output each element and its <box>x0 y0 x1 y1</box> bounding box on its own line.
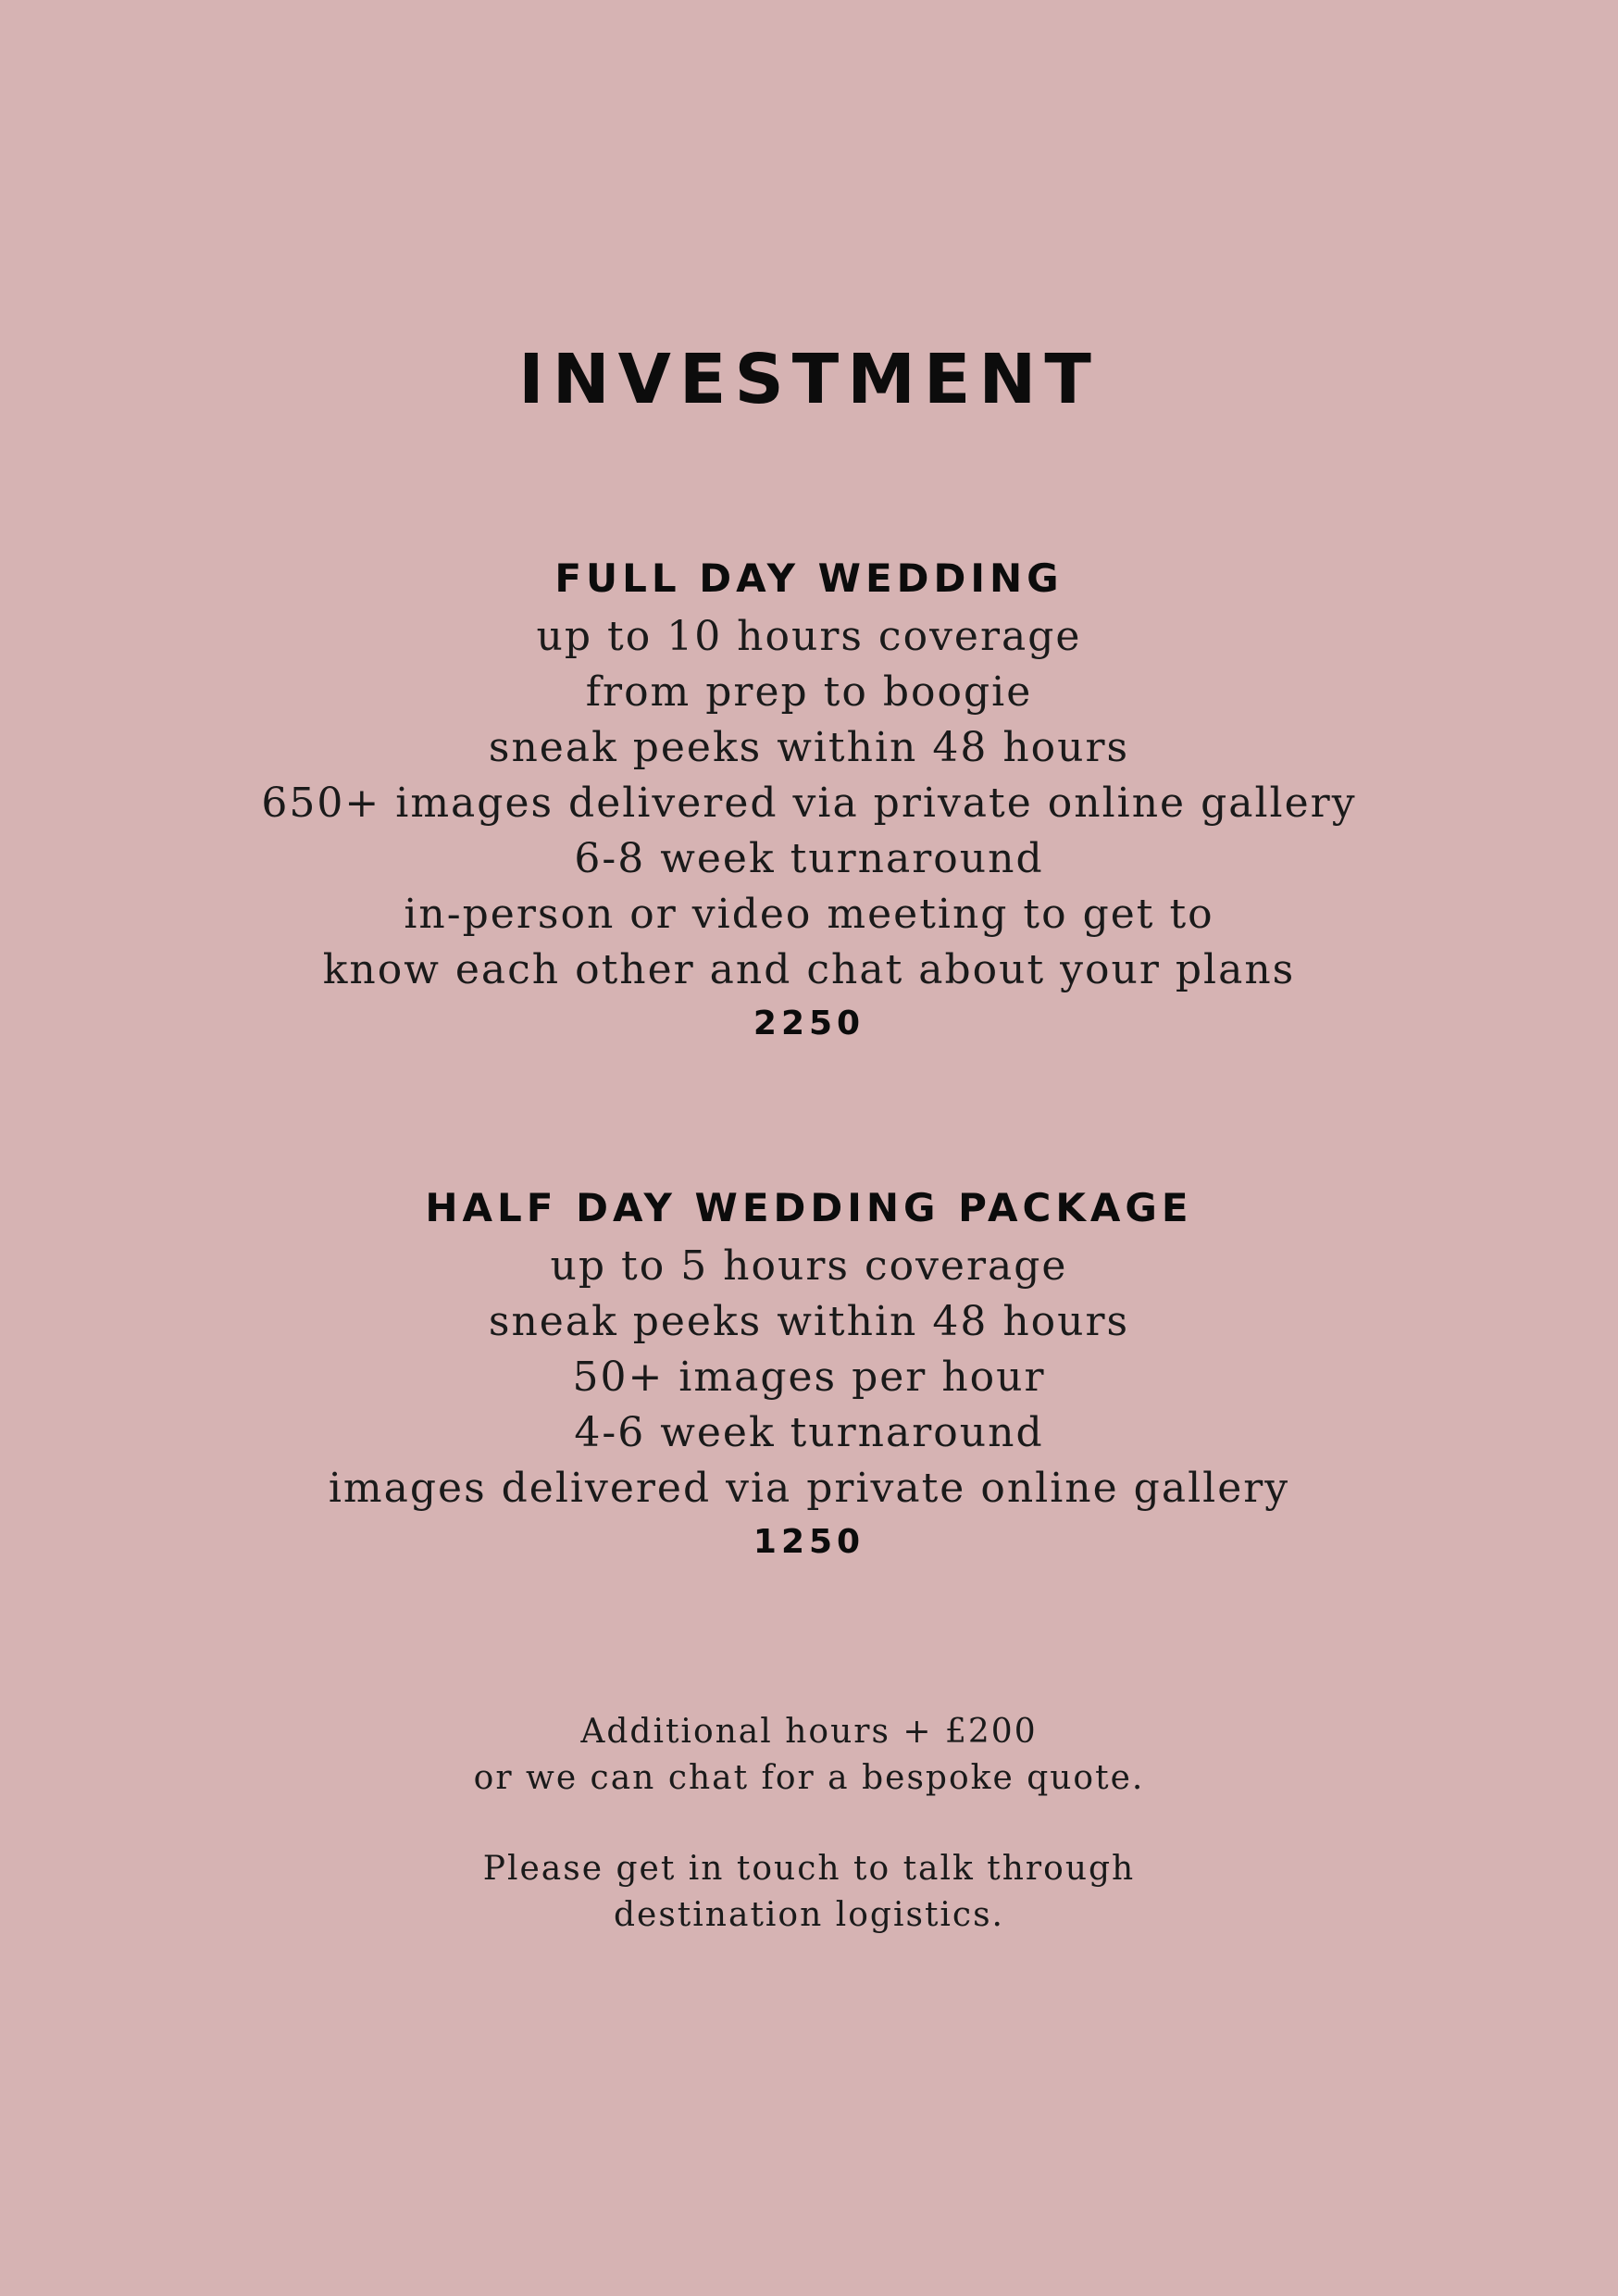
package-feature: know each other and chat about your plans <box>322 946 1296 993</box>
package-feature-list <box>0 1239 1618 1516</box>
page-title: INVESTMENT <box>518 340 1100 419</box>
package-feature: sneak peeks within 48 hours <box>488 724 1130 771</box>
package-feature: 6-8 week turnaround <box>574 835 1044 882</box>
package-feature: 50+ images per hour <box>572 1354 1046 1401</box>
note-line: Please get in touch to talk through <box>482 1850 1136 1888</box>
full-day-package <box>0 548 1618 1050</box>
note-line: or we can chat for a bespoke quote. <box>473 1759 1145 1797</box>
package-price: 1250 <box>753 1523 865 1561</box>
package-feature-list <box>0 609 1618 998</box>
package-title: FULL DAY WEDDING <box>554 555 1064 601</box>
package-feature: up to 10 hours coverage <box>536 613 1082 660</box>
package-feature: 650+ images delivered via private online gallery <box>261 780 1357 827</box>
package-title: HALF DAY WEDDING PACKAGE <box>425 1185 1193 1230</box>
destination-note <box>0 1846 1618 1939</box>
package-feature: images delivered via private online gallery <box>328 1465 1290 1512</box>
half-day-package <box>0 1178 1618 1568</box>
package-feature: 4-6 week turnaround <box>574 1409 1044 1456</box>
package-feature: up to 5 hours coverage <box>550 1242 1068 1290</box>
package-feature: sneak peeks within 48 hours <box>488 1298 1130 1345</box>
notes-section <box>0 1709 1618 1939</box>
package-feature: from prep to boogie <box>585 668 1033 716</box>
package-price: 2250 <box>753 1004 865 1042</box>
package-feature: in-person or video meeting to get to <box>404 891 1214 938</box>
additional-hours-note <box>0 1709 1618 1802</box>
note-line: Additional hours + £200 <box>580 1713 1038 1751</box>
note-line: destination logistics. <box>613 1896 1005 1934</box>
